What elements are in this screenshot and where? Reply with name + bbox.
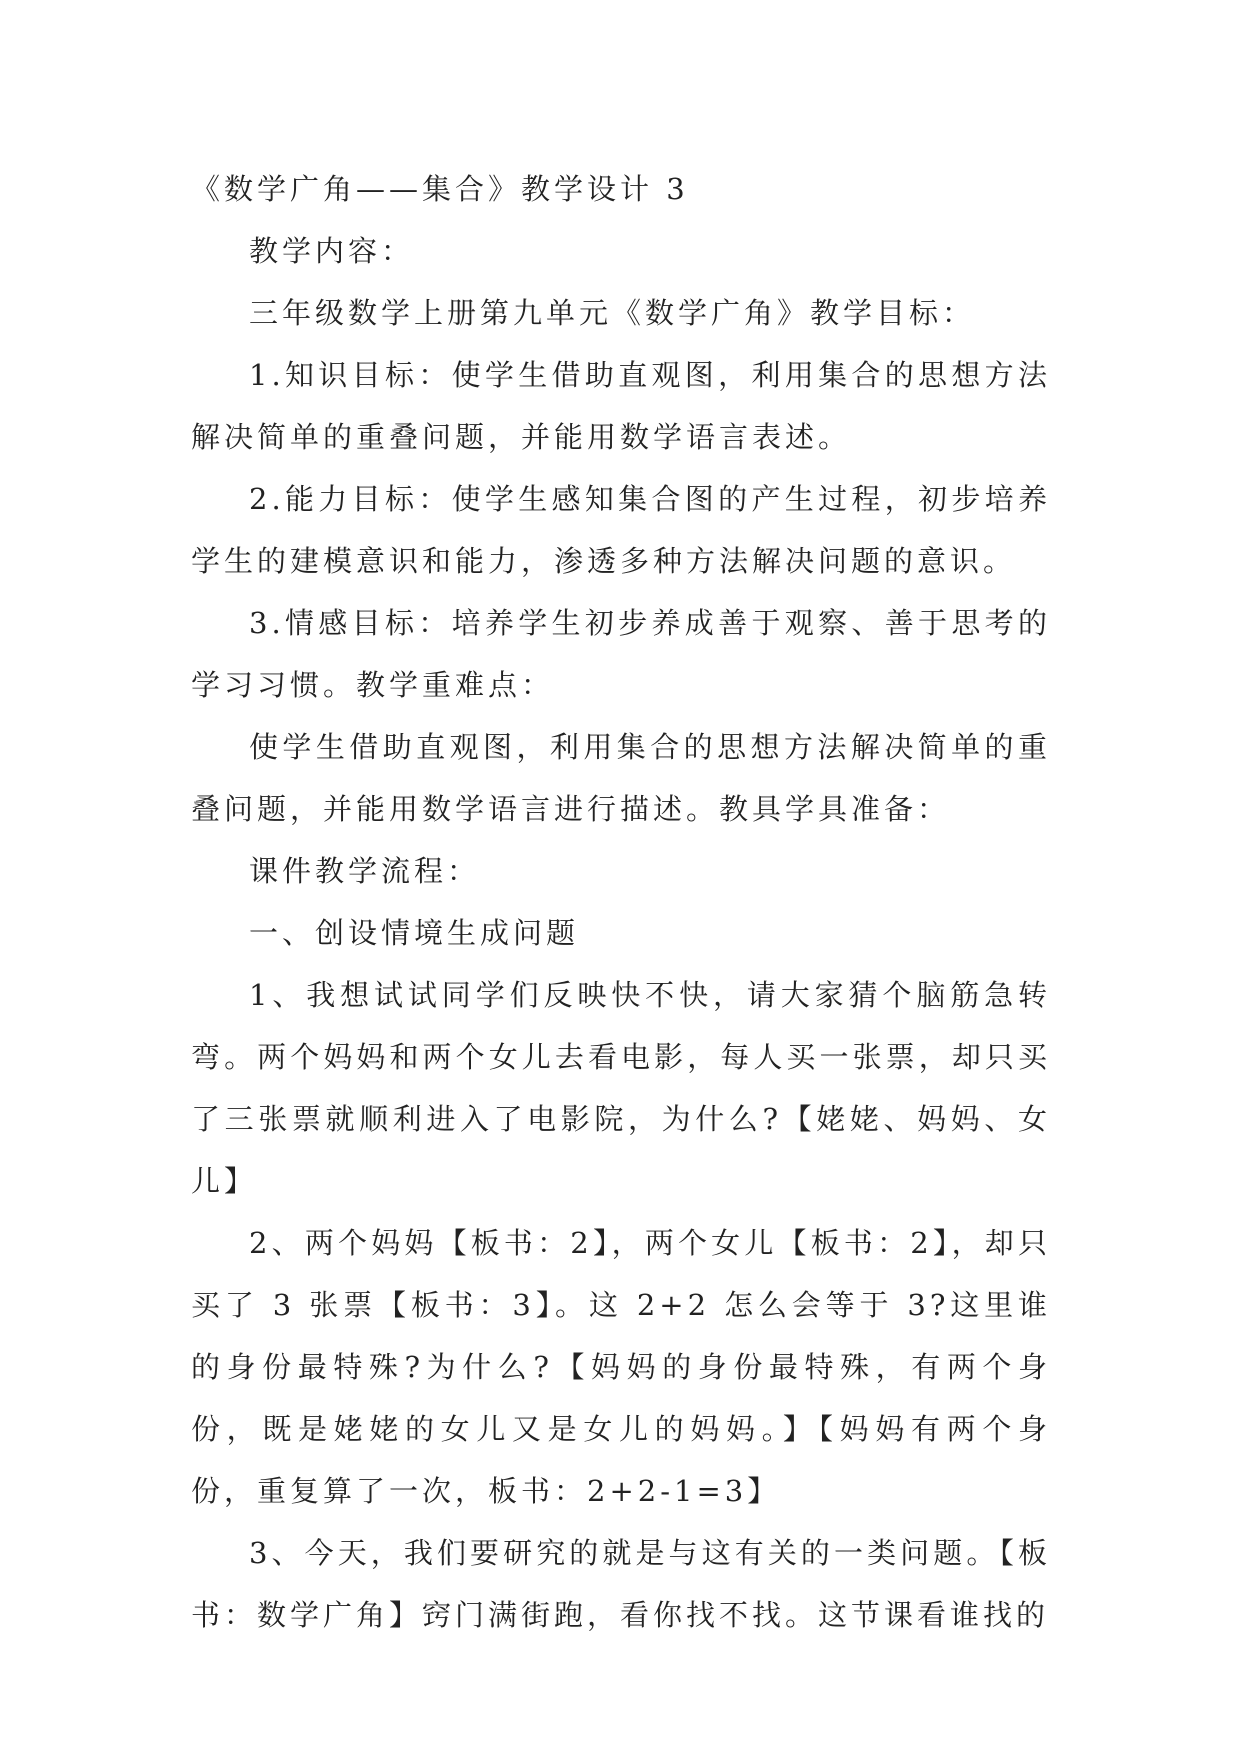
paragraph-teaching-content: 教学内容： bbox=[249, 234, 415, 268]
paragraph-unit-objectives: 三年级数学上册第九单元《数学广角》教学目标： bbox=[249, 296, 976, 330]
paragraph-riddle: 1、我想试试同学们反映快不快，请大家猜个脑筋急转弯。两个妈妈和两个女儿去看电影，每人买一张票，却只买了三张票就顺利进入了电影院，为什么?【姥姥、妈妈、女儿】 bbox=[191, 978, 1051, 1198]
document-body bbox=[191, 158, 1051, 1646]
paragraph-today-topic: 3、今天，我们要研究的就是与这有关的一类问题。【板书：数学广角】窍门满街跑，看你找不找。这节课看谁找的 bbox=[191, 1536, 1051, 1632]
paragraph-ability-goal: 2.能力目标：使学生感知集合图的产生过程，初步培养学生的建模意识和能力，渗透多种方法解决问题的意识。 bbox=[191, 482, 1051, 578]
section-heading-scenario: 一、创设情境生成问题 bbox=[249, 916, 580, 950]
paragraph-teaching-process: 课件教学流程： bbox=[249, 854, 481, 888]
paragraph-emotion-goal: 3.情感目标：培养学生初步养成善于观察、善于思考的学习习惯。教学重难点： bbox=[191, 606, 1051, 702]
document-title: 《数学广角——集合》教学设计 3 bbox=[191, 172, 689, 206]
paragraph-board-writing: 2、两个妈妈【板书：2】，两个女儿【板书：2】，却只买了 3 张票【板书：3】。这 2+2 怎么会等于 3?这里谁的身份最特殊?为什么?【妈妈的身份最特殊，有两个身份，既是姥姥的女儿又是女儿的妈妈。】【妈妈有两个身份，重复算了一次，板书：2+2-1=3】 bbox=[191, 1226, 1051, 1508]
paragraph-key-difficulties: 使学生借助直观图，利用集合的思想方法解决简单的重叠问题，并能用数学语言进行描述。教具学具准备： bbox=[191, 730, 1051, 826]
paragraph-knowledge-goal: 1.知识目标：使学生借助直观图，利用集合的思想方法解决简单的重叠问题，并能用数学语言表述。 bbox=[191, 358, 1051, 454]
